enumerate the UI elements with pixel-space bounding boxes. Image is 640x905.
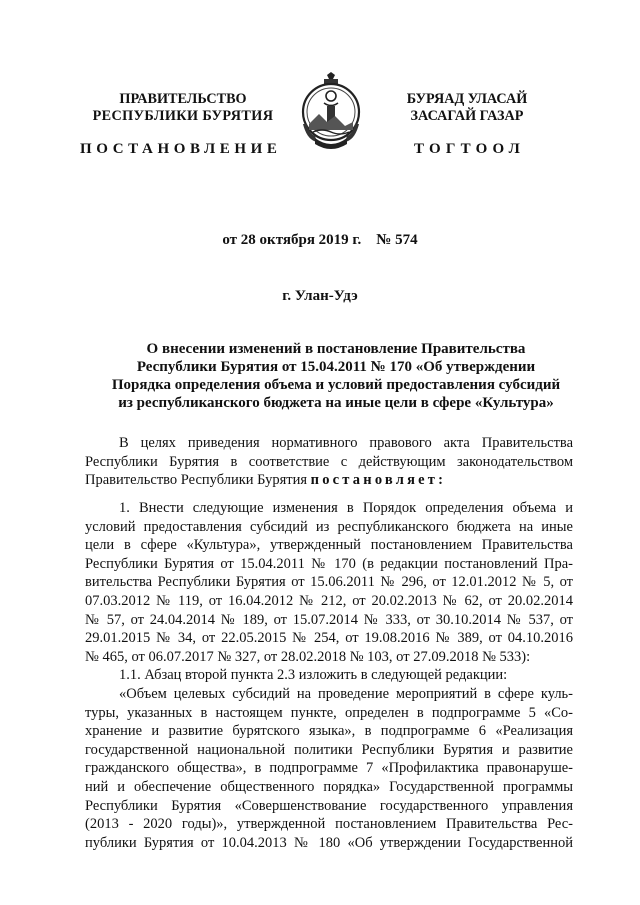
issuer-name-buryat (367, 91, 567, 125)
issuer-line-1: ПРАВИТЕЛЬСТВО (119, 91, 247, 107)
quote-line: государственной национальной политики Республики Бурятия и развитие (85, 741, 573, 758)
clause-line: цели в сфере «Культура», утвержденный постановлением Правительства (85, 537, 573, 554)
document-type-buryat: ТОГТООЛ (414, 141, 525, 157)
quote-line: ний и обеспечение общественного порядка» Государственной программы (85, 778, 573, 795)
document-city: г. Улан-Удэ (282, 288, 358, 304)
issuer-name-russian (72, 91, 294, 125)
clause-line: Республики Бурятия от 15.04.2011 № 170 (в редакции постановлений Пра- (85, 555, 573, 572)
subclause-1-1: 1.1. Абзац второй пункта 2.3 изложить в следующей редакции: (119, 667, 508, 684)
title-line: О внесении изменений в постановление Правительства (146, 341, 526, 357)
title-line: Порядка определения объема и условий предоставления субсидий (111, 377, 561, 393)
clause-line: 07.03.2012 № 119, от 16.04.2012 № 212, от 20.02.2013 № 62, от 20.02.2014 (85, 592, 573, 609)
quote-line: хранение и развитие бурятского языка», в подпрограмме 6 «Реализация (85, 723, 573, 740)
preamble-line: В целях приведения нормативного правового акта Правительства (119, 435, 573, 451)
document-date-and-number: от 28 октября 2019 г. № 574 (222, 232, 418, 248)
issuer-line-2: РЕСПУБЛИКИ БУРЯТИЯ (92, 108, 274, 124)
quote-line: «Объем целевых субсидий на проведение мероприятий в сфере куль- (119, 685, 573, 702)
coat-of-arms-icon (297, 72, 365, 152)
issuer-buryat-line-2: ЗАСАГАЙ ГАЗАР (410, 108, 524, 124)
title-line: из республиканского бюджета на иные цели в сфере «Культура» (118, 395, 554, 411)
clause-line: 1. Внести следующие изменения в Порядок определения объема и (119, 500, 573, 516)
document-title (96, 340, 576, 412)
clause-line: 29.01.2015 № 34, от 22.05.2015 № 254, от 19.08.2016 № 389, от 04.10.2016 (85, 630, 573, 647)
quote-line: Республики Бурятия «Совершенствование государственного управления (85, 797, 573, 814)
clause-line: № 465, от 06.07.2017 № 327, от 28.02.2018 № 103, от 27.09.2018 № 533): (85, 648, 531, 665)
preamble-line (85, 471, 573, 490)
quote-line: (2013 - 2020 годы)», утвержденной постановлением Правительства Рес- (85, 816, 573, 833)
clause-line: вительства Республики Бурятия от 15.06.2011 № 296, от 12.01.2012 № 5, от (85, 574, 573, 591)
document-type-russian: ПОСТАНОВЛЕНИЕ (80, 141, 282, 157)
preamble-line-text: Правительство Республики Бурятия (85, 472, 311, 489)
issuer-buryat-line-1: БУРЯАД УЛАСАЙ (406, 91, 528, 107)
clause-1 (85, 499, 573, 852)
preamble-paragraph (85, 434, 573, 490)
quote-line: туры, указанных в настоящем пункте, определен в подпрограмме 5 «Со- (85, 704, 573, 721)
title-line: Республики Бурятия от 15.04.2011 № 170 «Об утверждении (136, 359, 536, 375)
clause-line: № 57, от 24.04.2014 № 189, от 15.07.2014 № 333, от 30.10.2014 № 537, от (85, 611, 573, 628)
quote-line: публики Бурятия от 10.04.2013 № 180 «Об утверждении Государственной (85, 834, 573, 851)
clause-line: условий предоставления субсидий из республиканского бюджета на иные (85, 518, 573, 535)
quote-line: гражданского общества», в подпрограмме 7 «Профилактика правонаруше- (85, 760, 573, 777)
preamble-line: Республики Бурятия в соответствие с действующим законодательством (85, 453, 573, 470)
resolution-keyword: постановляет: (310, 472, 447, 489)
